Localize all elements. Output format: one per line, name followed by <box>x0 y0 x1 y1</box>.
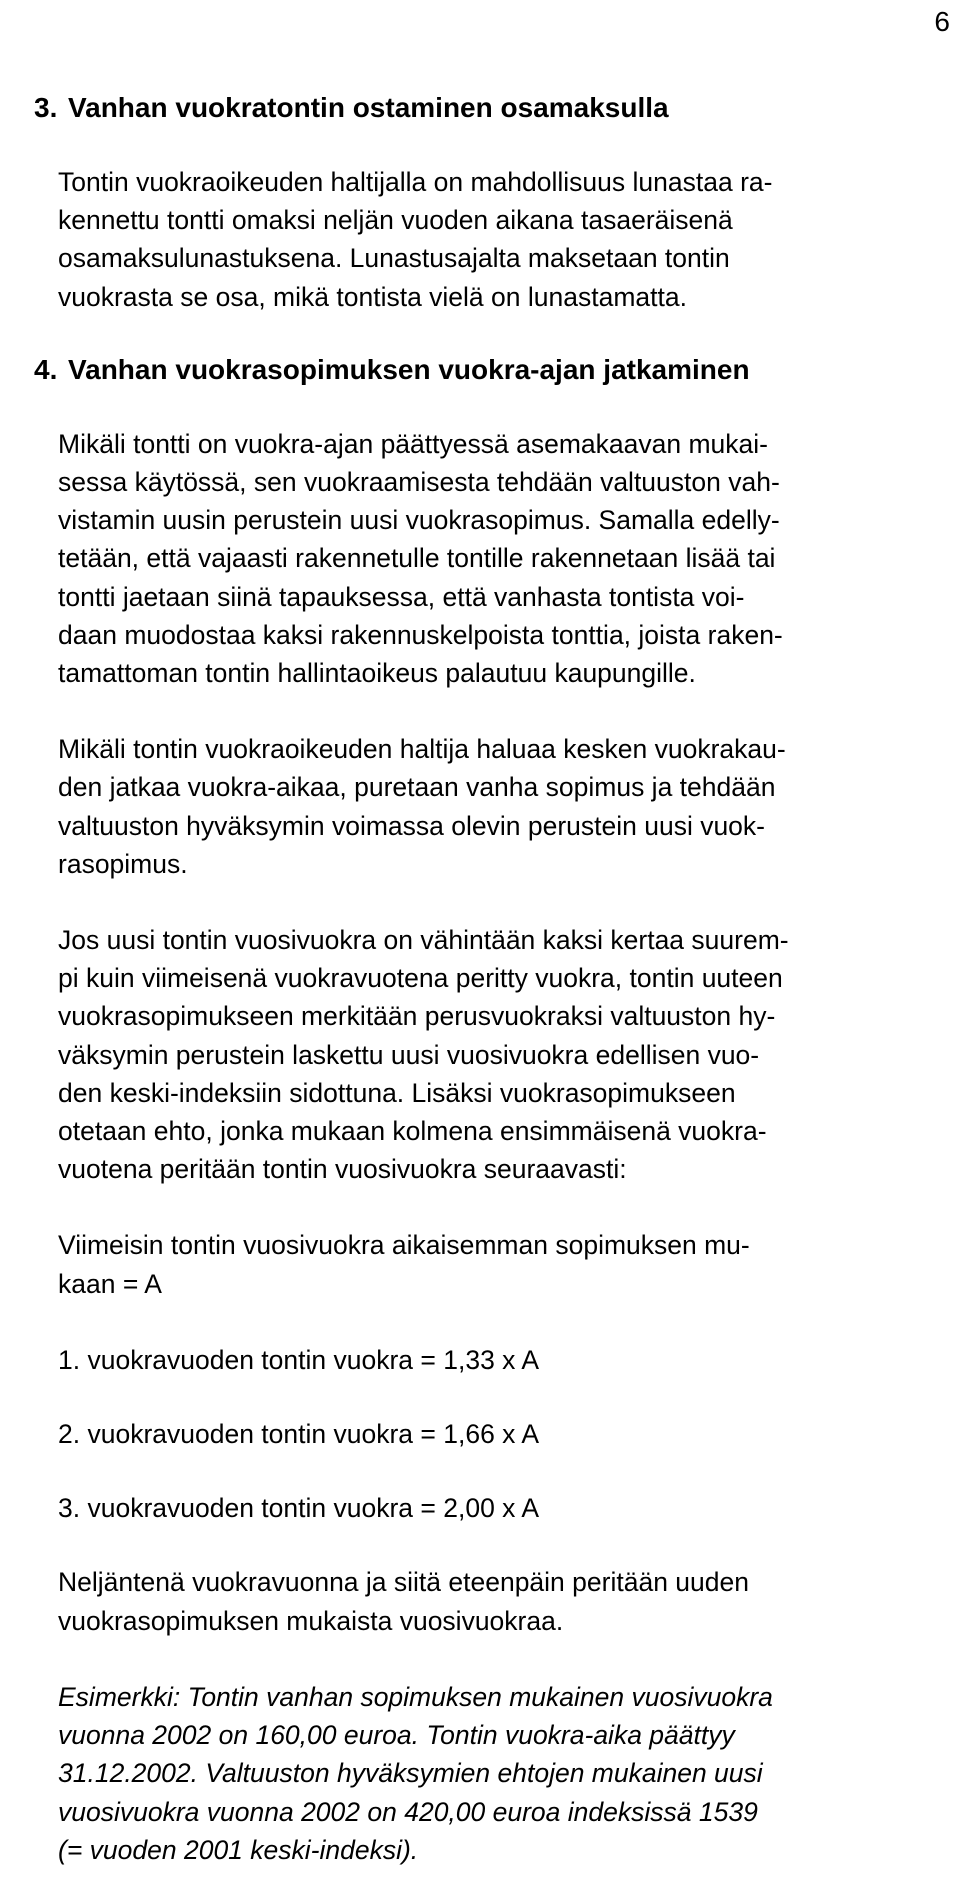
text-line: Tontin vuokraoikeuden haltijalla on mahdollisuus lunastaa ra- <box>58 167 773 197</box>
text-line: den jatkaa vuokra-aikaa, puretaan vanha sopimus ja tehdään <box>58 772 776 803</box>
section-4-paragraph-1 <box>58 425 918 692</box>
text-line: vuokrasta se osa, mikä tontista vielä on lunastamatta. <box>58 281 687 312</box>
text-line: väksymin perustein laskettu uusi vuosivuokra edellisen vuo- <box>58 1039 760 1070</box>
page-number: 6 <box>934 6 950 37</box>
section-4-title: Vanhan vuokrasopimuksen vuokra-ajan jatkaminen <box>68 353 750 385</box>
section-3-heading <box>34 90 918 126</box>
text-line: otetaan ehto, jonka mukaan kolmena ensimmäisenä vuokra- <box>58 1116 767 1147</box>
section-4-paragraph-4 <box>58 1226 918 1302</box>
text-line: vuosivuokra vuonna 2002 on 420,00 euroa indeksissä 1539 <box>58 1796 758 1827</box>
text-line: vuotena peritään tontin vuosivuokra seuraavasti: <box>58 1154 627 1185</box>
rent-formula-2 <box>58 1415 918 1453</box>
rent-formula-1 <box>58 1341 918 1379</box>
text-line: Jos uusi tontin vuosivuokra on vähintään kaksi kertaa suurem- <box>58 925 789 956</box>
text-line: vuokrasopimuksen mukaista vuosivuokraa. <box>58 1605 564 1636</box>
text-line: Mikäli tontin vuokraoikeuden haltija haluaa kesken vuokrakau- <box>58 734 786 765</box>
section-4-number: 4. <box>34 353 58 385</box>
text-line: 1. vuokravuoden tontin vuokra = 1,33 x A <box>58 1344 539 1375</box>
document-body <box>34 90 918 1869</box>
text-line: (= vuoden 2001 keski-indeksi). <box>58 1834 419 1865</box>
text-line: sessa käytössä, sen vuokraamisesta tehdään valtuuston vah- <box>58 467 780 498</box>
text-line: Neljäntenä vuokravuonna ja siitä eteenpäin peritään uuden <box>58 1567 749 1598</box>
text-line: Esimerkki: Tontin vanhan sopimuksen mukainen vuosivuokra <box>58 1681 773 1712</box>
text-line: daan muodostaa kaksi rakennuskelpoista tonttia, joista raken- <box>58 619 783 650</box>
text-line: tontti jaetaan siinä tapauksessa, että vanhasta tontista voi- <box>58 581 745 612</box>
section-4-paragraph-5 <box>58 1563 918 1639</box>
rent-formula-3 <box>58 1489 918 1527</box>
text-line: 31.12.2002. Valtuuston hyväksymien ehtojen mukainen uusi <box>58 1758 763 1789</box>
text-line: kennettu tontti omaksi neljän vuoden aikana tasaeräisenä <box>58 205 733 236</box>
text-line: tamattoman tontin hallintaoikeus palautuu kaupungille. <box>58 658 696 689</box>
text-line: Viimeisin tontin vuosivuokra aikaisemman sopimuksen mu- <box>58 1230 750 1261</box>
text-line: rasopimus. <box>58 848 188 879</box>
text-line: kaan = A <box>58 1268 162 1299</box>
text-line: valtuuston hyväksymin voimassa olevin perustein uusi vuok- <box>58 810 765 841</box>
text-line: vistamin uusin perustein uusi vuokrasopimus. Samalla edelly- <box>58 505 780 536</box>
text-line: 2. vuokravuoden tontin vuokra = 1,66 x A <box>58 1419 539 1450</box>
section-4-paragraph-3 <box>58 921 918 1188</box>
section-3-title: Vanhan vuokratontin ostaminen osamaksulla <box>68 92 669 123</box>
section-3-number: 3. <box>34 92 58 123</box>
text-line: tetään, että vajaasti rakennetulle tontille rakennetaan lisää tai <box>58 543 776 574</box>
text-line: vuokrasopimukseen merkitään perusvuokraksi valtuuston hy- <box>58 1001 776 1032</box>
text-line: pi kuin viimeisenä vuokravuotena peritty vuokra, tontin uuteen <box>58 963 783 994</box>
section-3-paragraph <box>58 163 918 316</box>
text-line: vuonna 2002 on 160,00 euroa. Tontin vuokra-aika päättyy <box>58 1720 735 1751</box>
section-4-heading <box>34 352 918 388</box>
section-4-paragraph-2 <box>58 730 918 883</box>
text-line: 3. vuokravuoden tontin vuokra = 2,00 x A <box>58 1493 539 1524</box>
text-line: Mikäli tontti on vuokra-ajan päättyessä asemakaavan mukai- <box>58 428 768 459</box>
example-paragraph <box>58 1678 918 1869</box>
text-line: osamaksulunastuksena. Lunastusajalta maksetaan tontin <box>58 243 730 274</box>
text-line: den keski-indeksiin sidottuna. Lisäksi vuokrasopimukseen <box>58 1077 736 1108</box>
